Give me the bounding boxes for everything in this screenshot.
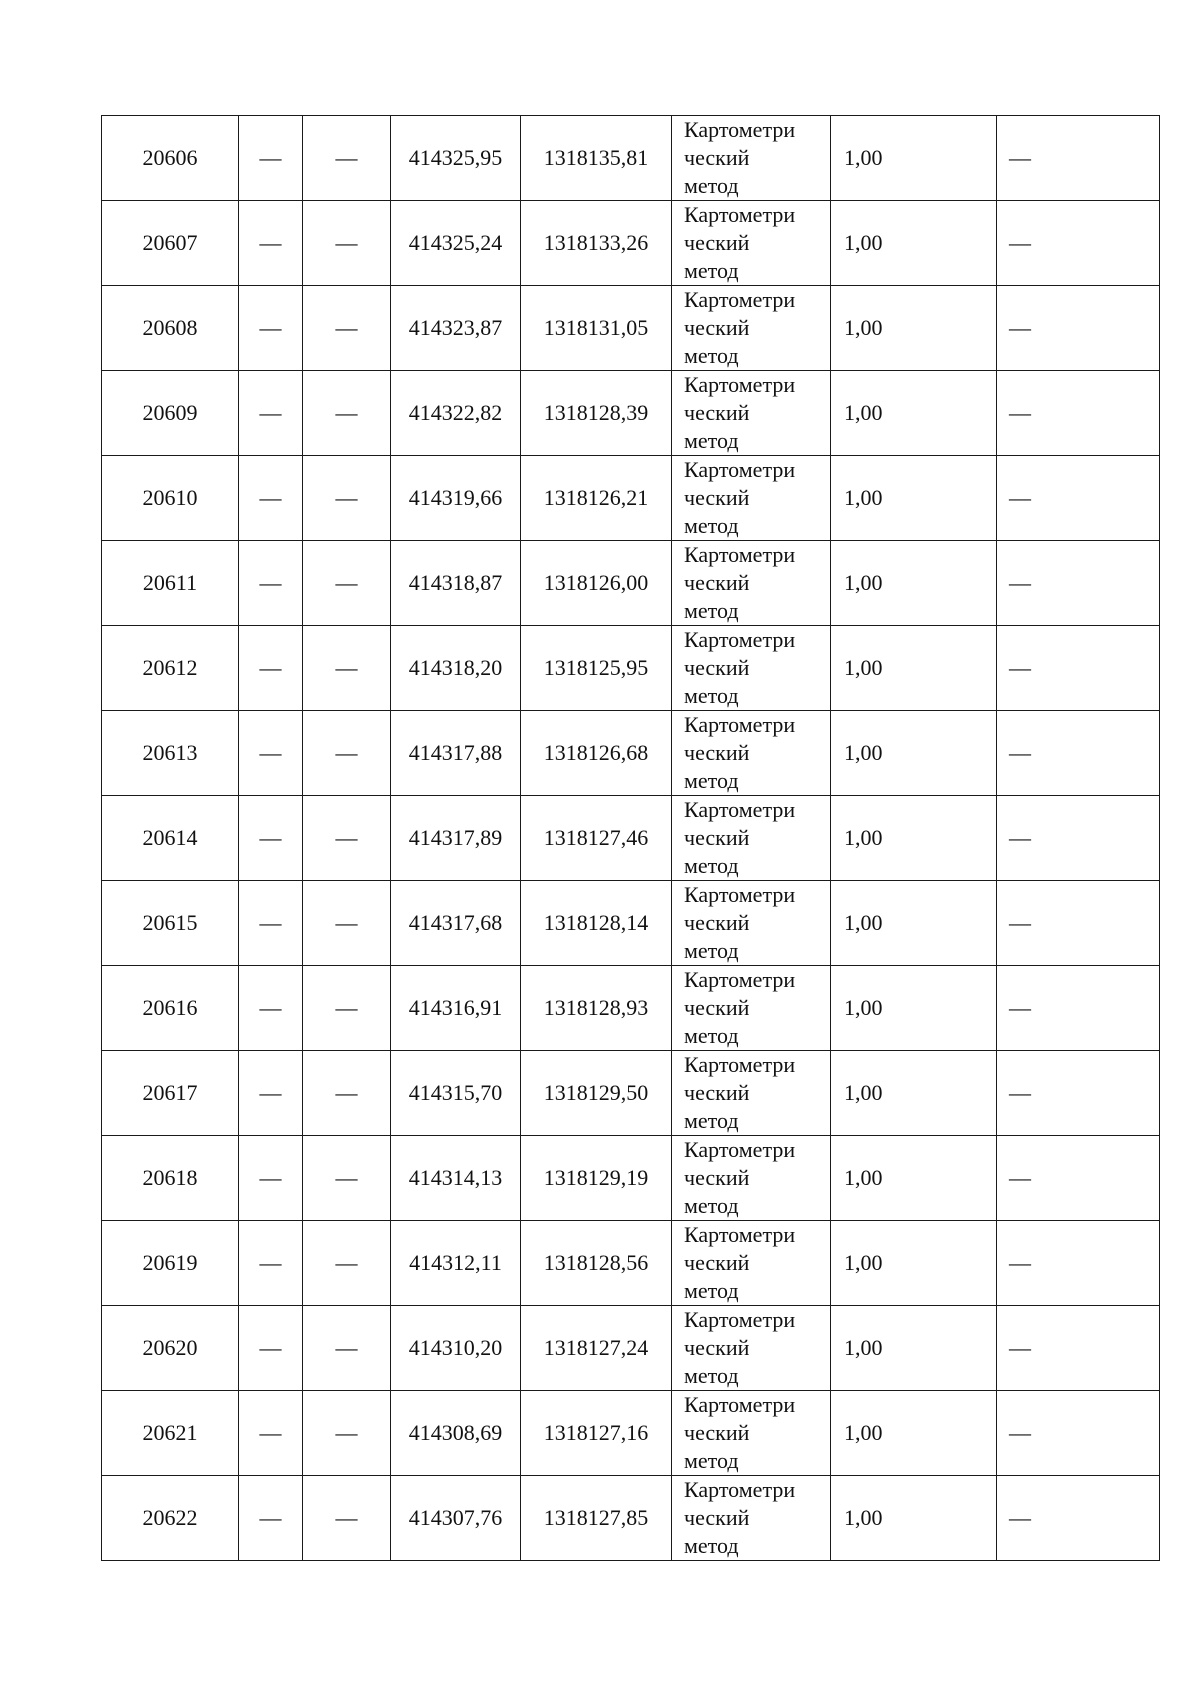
empty-dash-cell [303,711,391,796]
x-coordinate-text: 414323,87 [408,315,503,340]
y-coordinate-text: 1318127,24 [543,1335,649,1360]
x-coordinate-text: 414318,87 [408,570,503,595]
accuracy-cell [831,1051,997,1136]
x-coordinate-cell [391,1136,521,1221]
empty-dash-text: — [259,1420,282,1445]
x-coordinate-text: 414318,20 [408,655,503,680]
table-row [102,1136,1160,1221]
table-row [102,966,1160,1051]
empty-dash-cell [997,1306,1160,1391]
method-text: Картометри ческий метод [684,1477,796,1558]
method-text: Картометри ческий метод [684,202,796,283]
empty-dash-cell [239,966,303,1051]
y-coordinate-cell [521,1136,672,1221]
point-number-text: 20622 [142,1505,198,1530]
table-row [102,286,1160,371]
x-coordinate-text: 414316,91 [408,995,503,1020]
empty-dash-text: — [259,230,282,255]
empty-dash-text: — [1009,1335,1031,1360]
table-row [102,371,1160,456]
accuracy-text: 1,00 [844,655,883,680]
point-number-cell [102,116,239,201]
empty-dash-cell [239,1221,303,1306]
empty-dash-cell [239,541,303,626]
point-number-text: 20621 [142,1420,198,1445]
empty-dash-cell [239,456,303,541]
table-row [102,711,1160,796]
method-cell [672,796,831,881]
empty-dash-cell [997,371,1160,456]
y-coordinate-cell [521,1391,672,1476]
x-coordinate-text: 414325,24 [408,230,503,255]
method-cell [672,541,831,626]
accuracy-text: 1,00 [844,910,883,935]
empty-dash-cell [303,201,391,286]
method-text: Картометри ческий метод [684,882,796,963]
y-coordinate-text: 1318125,95 [543,655,649,680]
empty-dash-cell [239,371,303,456]
empty-dash-cell [239,1306,303,1391]
empty-dash-cell [303,1136,391,1221]
point-number-text: 20615 [142,910,198,935]
empty-dash-cell [239,796,303,881]
accuracy-text: 1,00 [844,740,883,765]
method-text: Картометри ческий метод [684,372,796,453]
point-number-cell [102,371,239,456]
x-coordinate-cell [391,1051,521,1136]
point-number-text: 20606 [142,145,198,170]
empty-dash-text: — [259,910,282,935]
y-coordinate-text: 1318126,68 [543,740,649,765]
empty-dash-cell [997,541,1160,626]
accuracy-text: 1,00 [844,400,883,425]
empty-dash-text: — [259,315,282,340]
empty-dash-text: — [335,315,358,340]
y-coordinate-text: 1318127,85 [543,1505,649,1530]
empty-dash-text: — [335,1335,358,1360]
point-number-text: 20608 [142,315,198,340]
table-body [102,116,1160,1561]
x-coordinate-text: 414314,13 [408,1165,503,1190]
point-number-cell [102,1051,239,1136]
method-cell [672,1221,831,1306]
x-coordinate-cell [391,541,521,626]
point-number-cell [102,201,239,286]
table-row [102,1051,1160,1136]
y-coordinate-text: 1318128,56 [543,1250,649,1275]
method-cell [672,1136,831,1221]
table-row [102,201,1160,286]
method-cell [672,881,831,966]
method-cell [672,626,831,711]
y-coordinate-cell [521,711,672,796]
x-coordinate-text: 414310,20 [408,1335,503,1360]
x-coordinate-text: 414317,89 [408,825,503,850]
method-cell [672,1476,831,1561]
table-row [102,116,1160,201]
x-coordinate-cell [391,116,521,201]
method-cell [672,1306,831,1391]
point-number-cell [102,1221,239,1306]
empty-dash-text: — [335,1080,358,1105]
method-text: Картометри ческий метод [684,967,796,1048]
empty-dash-cell [303,1306,391,1391]
y-coordinate-cell [521,1221,672,1306]
empty-dash-text: — [259,1165,282,1190]
empty-dash-text: — [259,655,282,680]
point-number-text: 20616 [142,995,198,1020]
point-number-text: 20618 [142,1165,198,1190]
accuracy-text: 1,00 [844,1165,883,1190]
empty-dash-text: — [1009,995,1031,1020]
accuracy-text: 1,00 [844,570,883,595]
x-coordinate-cell [391,1476,521,1561]
empty-dash-cell [239,286,303,371]
empty-dash-text: — [259,1505,282,1530]
empty-dash-cell [997,626,1160,711]
empty-dash-text: — [259,145,282,170]
accuracy-cell [831,371,997,456]
empty-dash-text: — [1009,1165,1031,1190]
empty-dash-text: — [259,1080,282,1105]
empty-dash-text: — [1009,1505,1031,1530]
accuracy-cell [831,626,997,711]
empty-dash-text: — [335,1420,358,1445]
empty-dash-cell [239,116,303,201]
empty-dash-text: — [259,1335,282,1360]
empty-dash-cell [303,1391,391,1476]
empty-dash-text: — [259,400,282,425]
accuracy-cell [831,1476,997,1561]
empty-dash-cell [997,711,1160,796]
method-text: Картометри ческий метод [684,287,796,368]
empty-dash-cell [239,881,303,966]
y-coordinate-cell [521,626,672,711]
x-coordinate-text: 414319,66 [408,485,503,510]
point-number-text: 20617 [142,1080,198,1105]
empty-dash-text: — [335,1505,358,1530]
x-coordinate-text: 414312,11 [409,1250,502,1275]
empty-dash-text: — [335,740,358,765]
table-row [102,1391,1160,1476]
method-text: Картометри ческий метод [684,117,796,198]
empty-dash-cell [997,796,1160,881]
point-number-text: 20614 [142,825,198,850]
empty-dash-text: — [259,485,282,510]
y-coordinate-cell [521,1051,672,1136]
empty-dash-cell [303,1476,391,1561]
accuracy-cell [831,881,997,966]
point-number-cell [102,711,239,796]
empty-dash-cell [303,1221,391,1306]
table-row [102,1221,1160,1306]
x-coordinate-text: 414315,70 [408,1080,503,1105]
empty-dash-cell [239,711,303,796]
y-coordinate-cell [521,116,672,201]
empty-dash-cell [303,456,391,541]
point-number-cell [102,881,239,966]
empty-dash-text: — [335,145,358,170]
y-coordinate-text: 1318129,19 [543,1165,649,1190]
method-text: Картометри ческий метод [684,1052,796,1133]
empty-dash-text: — [259,1250,282,1275]
method-text: Картометри ческий метод [684,797,796,878]
empty-dash-cell [303,966,391,1051]
x-coordinate-cell [391,796,521,881]
table-row [102,541,1160,626]
empty-dash-cell [303,796,391,881]
empty-dash-text: — [335,825,358,850]
point-number-cell [102,286,239,371]
method-cell [672,1391,831,1476]
empty-dash-cell [997,456,1160,541]
accuracy-text: 1,00 [844,1080,883,1105]
method-cell [672,201,831,286]
y-coordinate-text: 1318131,05 [543,315,649,340]
table-row [102,626,1160,711]
y-coordinate-text: 1318126,21 [543,485,649,510]
x-coordinate-cell [391,1221,521,1306]
empty-dash-cell [997,881,1160,966]
accuracy-cell [831,286,997,371]
empty-dash-cell [997,201,1160,286]
point-number-cell [102,796,239,881]
point-number-cell [102,1391,239,1476]
empty-dash-text: — [259,995,282,1020]
x-coordinate-cell [391,371,521,456]
empty-dash-cell [303,1051,391,1136]
point-number-text: 20620 [142,1335,198,1360]
empty-dash-text: — [335,995,358,1020]
empty-dash-cell [997,116,1160,201]
y-coordinate-text: 1318127,16 [543,1420,649,1445]
empty-dash-text: — [1009,485,1031,510]
y-coordinate-cell [521,881,672,966]
point-number-text: 20610 [142,485,198,510]
accuracy-text: 1,00 [844,1335,883,1360]
y-coordinate-text: 1318128,39 [543,400,649,425]
empty-dash-cell [303,371,391,456]
accuracy-cell [831,541,997,626]
empty-dash-text: — [335,485,358,510]
empty-dash-text: — [1009,145,1031,170]
empty-dash-text: — [1009,1420,1031,1445]
empty-dash-text: — [1009,315,1031,340]
empty-dash-cell [303,626,391,711]
empty-dash-cell [303,881,391,966]
method-cell [672,286,831,371]
empty-dash-text: — [259,825,282,850]
x-coordinate-text: 414308,69 [408,1420,503,1445]
empty-dash-cell [997,1051,1160,1136]
empty-dash-text: — [1009,825,1031,850]
point-number-text: 20611 [142,570,198,595]
point-number-cell [102,1136,239,1221]
accuracy-text: 1,00 [844,315,883,340]
y-coordinate-text: 1318127,46 [543,825,649,850]
method-text: Картометри ческий метод [684,542,796,623]
accuracy-cell [831,201,997,286]
empty-dash-text: — [1009,230,1031,255]
empty-dash-cell [997,1476,1160,1561]
method-cell [672,116,831,201]
method-text: Картометри ческий метод [684,1307,796,1388]
empty-dash-cell [303,541,391,626]
method-text: Картометри ческий метод [684,1392,796,1473]
empty-dash-text: — [1009,740,1031,765]
empty-dash-text: — [1009,655,1031,680]
y-coordinate-text: 1318126,00 [543,570,649,595]
method-cell [672,371,831,456]
accuracy-cell [831,1221,997,1306]
accuracy-cell [831,1136,997,1221]
y-coordinate-text: 1318128,14 [543,910,649,935]
y-coordinate-text: 1318135,81 [543,145,649,170]
empty-dash-text: — [335,1250,358,1275]
accuracy-cell [831,456,997,541]
empty-dash-text: — [335,910,358,935]
empty-dash-cell [239,1051,303,1136]
accuracy-text: 1,00 [844,825,883,850]
empty-dash-cell [239,1391,303,1476]
table-row [102,1476,1160,1561]
empty-dash-cell [303,116,391,201]
x-coordinate-cell [391,456,521,541]
table-row [102,1306,1160,1391]
empty-dash-text: — [1009,400,1031,425]
empty-dash-cell [997,1136,1160,1221]
empty-dash-cell [239,626,303,711]
accuracy-text: 1,00 [844,230,883,255]
accuracy-cell [831,711,997,796]
point-number-cell [102,1306,239,1391]
method-text: Картометри ческий метод [684,712,796,793]
accuracy-text: 1,00 [844,995,883,1020]
empty-dash-text: — [1009,1250,1031,1275]
y-coordinate-cell [521,796,672,881]
y-coordinate-cell [521,1476,672,1561]
point-number-text: 20607 [142,230,198,255]
empty-dash-text: — [335,400,358,425]
y-coordinate-cell [521,1306,672,1391]
method-text: Картометри ческий метод [684,627,796,708]
point-number-cell [102,966,239,1051]
point-number-cell [102,456,239,541]
x-coordinate-text: 414317,68 [408,910,503,935]
empty-dash-text: — [335,1165,358,1190]
method-text: Картометри ческий метод [684,1137,796,1218]
y-coordinate-cell [521,966,672,1051]
empty-dash-cell [997,286,1160,371]
coordinates-table [101,115,1160,1561]
accuracy-text: 1,00 [844,1250,883,1275]
x-coordinate-text: 414307,76 [408,1505,503,1530]
x-coordinate-cell [391,1391,521,1476]
point-number-text: 20609 [142,400,198,425]
x-coordinate-text: 414322,82 [408,400,503,425]
empty-dash-text: — [1009,570,1031,595]
y-coordinate-cell [521,286,672,371]
accuracy-cell [831,1306,997,1391]
empty-dash-cell [997,966,1160,1051]
method-text: Картометри ческий метод [684,1222,796,1303]
empty-dash-text: — [1009,1080,1031,1105]
y-coordinate-cell [521,541,672,626]
point-number-cell [102,541,239,626]
y-coordinate-text: 1318129,50 [543,1080,649,1105]
y-coordinate-text: 1318128,93 [543,995,649,1020]
empty-dash-cell [997,1391,1160,1476]
table-row [102,796,1160,881]
empty-dash-cell [239,1476,303,1561]
method-cell [672,711,831,796]
method-cell [672,1051,831,1136]
point-number-cell [102,626,239,711]
empty-dash-text: — [335,655,358,680]
table-row [102,456,1160,541]
x-coordinate-cell [391,1306,521,1391]
y-coordinate-cell [521,201,672,286]
empty-dash-cell [997,1221,1160,1306]
method-text: Картометри ческий метод [684,457,796,538]
y-coordinate-cell [521,456,672,541]
point-number-text: 20612 [142,655,198,680]
x-coordinate-text: 414325,95 [408,145,503,170]
table-row [102,881,1160,966]
accuracy-cell [831,796,997,881]
empty-dash-cell [303,286,391,371]
point-number-text: 20619 [142,1250,198,1275]
accuracy-cell [831,116,997,201]
empty-dash-text: — [335,570,358,595]
empty-dash-text: — [1009,910,1031,935]
x-coordinate-cell [391,711,521,796]
y-coordinate-cell [521,371,672,456]
y-coordinate-text: 1318133,26 [543,230,649,255]
empty-dash-text: — [259,740,282,765]
x-coordinate-cell [391,201,521,286]
accuracy-cell [831,1391,997,1476]
accuracy-text: 1,00 [844,1505,883,1530]
x-coordinate-cell [391,881,521,966]
point-number-cell [102,1476,239,1561]
accuracy-cell [831,966,997,1051]
empty-dash-text: — [259,570,282,595]
method-cell [672,966,831,1051]
x-coordinate-text: 414317,88 [408,740,503,765]
x-coordinate-cell [391,626,521,711]
point-number-text: 20613 [142,740,198,765]
accuracy-text: 1,00 [844,1420,883,1445]
x-coordinate-cell [391,966,521,1051]
method-cell [672,456,831,541]
empty-dash-text: — [335,230,358,255]
empty-dash-cell [239,1136,303,1221]
accuracy-text: 1,00 [844,145,883,170]
empty-dash-cell [239,201,303,286]
x-coordinate-cell [391,286,521,371]
accuracy-text: 1,00 [844,485,883,510]
